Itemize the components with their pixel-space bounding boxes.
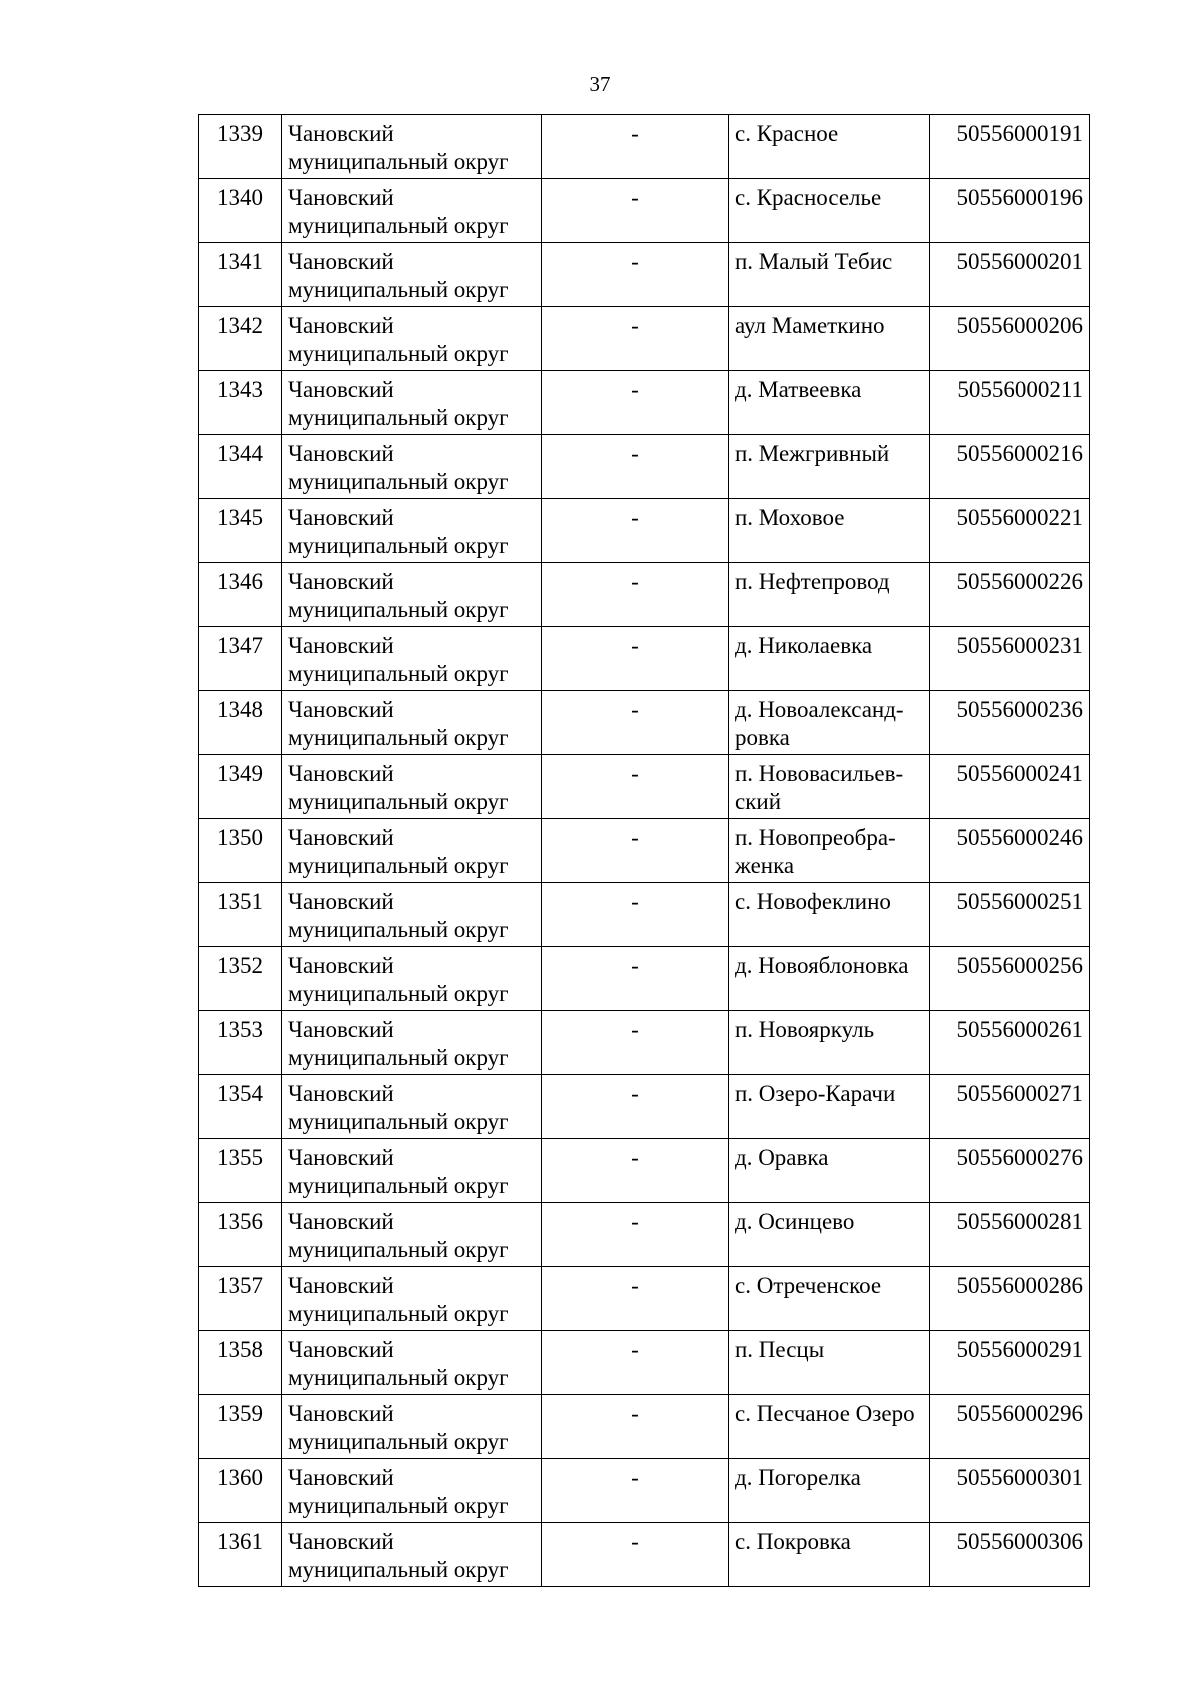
district-cell: Чановский муниципальный округ xyxy=(282,883,542,947)
row-number: 1339 xyxy=(199,115,282,179)
settlement-cell: - xyxy=(542,1011,729,1075)
oktmo-code-cell: 50556000296 xyxy=(930,1395,1090,1459)
district-cell: Чановский муниципальный округ xyxy=(282,371,542,435)
oktmo-code-cell: 50556000306 xyxy=(930,1523,1090,1587)
oktmo-code-cell: 50556000251 xyxy=(930,883,1090,947)
settlement-cell: - xyxy=(542,755,729,819)
settlement-cell: - xyxy=(542,1139,729,1203)
settlement-cell: - xyxy=(542,307,729,371)
locality-cell: с. Красноселье xyxy=(729,179,930,243)
district-cell: Чановский муниципальный округ xyxy=(282,819,542,883)
locality-cell: д. Оравка xyxy=(729,1139,930,1203)
row-number: 1350 xyxy=(199,819,282,883)
oktmo-code-cell: 50556000236 xyxy=(930,691,1090,755)
district-cell: Чановский муниципальный округ xyxy=(282,499,542,563)
row-number: 1358 xyxy=(199,1331,282,1395)
row-number: 1345 xyxy=(199,499,282,563)
row-number: 1355 xyxy=(199,1139,282,1203)
locality-cell: с. Песчаное Озеро xyxy=(729,1395,930,1459)
locality-cell: д. Новояблоновка xyxy=(729,947,930,1011)
oktmo-code-cell: 50556000261 xyxy=(930,1011,1090,1075)
locality-cell: д. Погорелка xyxy=(729,1459,930,1523)
locality-cell: п. Нефтепровод xyxy=(729,563,930,627)
table-row xyxy=(199,1395,1090,1459)
table-row xyxy=(199,1075,1090,1139)
district-cell: Чановский муниципальный округ xyxy=(282,307,542,371)
settlement-cell: - xyxy=(542,243,729,307)
locality-cell: п. Новояркуль xyxy=(729,1011,930,1075)
settlement-cell: - xyxy=(542,947,729,1011)
row-number: 1353 xyxy=(199,1011,282,1075)
table-body xyxy=(199,115,1090,1587)
oktmo-code-cell: 50556000196 xyxy=(930,179,1090,243)
table-row xyxy=(199,1267,1090,1331)
settlement-cell: - xyxy=(542,179,729,243)
district-cell: Чановский муниципальный округ xyxy=(282,1139,542,1203)
locality-cell: п. Моховое xyxy=(729,499,930,563)
table-row xyxy=(199,819,1090,883)
row-number: 1357 xyxy=(199,1267,282,1331)
locality-cell: п. Новопреобра-женка xyxy=(729,819,930,883)
locality-cell: с. Новофеклино xyxy=(729,883,930,947)
oktmo-code-cell: 50556000271 xyxy=(930,1075,1090,1139)
table-row xyxy=(199,435,1090,499)
oktmo-code-cell: 50556000216 xyxy=(930,435,1090,499)
locality-cell: аул Маметкино xyxy=(729,307,930,371)
locality-cell: д. Николаевка xyxy=(729,627,930,691)
oktmo-code-cell: 50556000211 xyxy=(930,371,1090,435)
table-row xyxy=(199,1459,1090,1523)
locality-cell: д. Новоалександ-ровка xyxy=(729,691,930,755)
settlement-cell: - xyxy=(542,1075,729,1139)
locality-cell: п. Песцы xyxy=(729,1331,930,1395)
district-cell: Чановский муниципальный округ xyxy=(282,1459,542,1523)
settlement-cell: - xyxy=(542,627,729,691)
settlement-cell: - xyxy=(542,1459,729,1523)
locality-cell: п. Малый Тебис xyxy=(729,243,930,307)
locality-cell: с. Покровка xyxy=(729,1523,930,1587)
settlement-cell: - xyxy=(542,1331,729,1395)
row-number: 1342 xyxy=(199,307,282,371)
row-number: 1340 xyxy=(199,179,282,243)
table-row xyxy=(199,947,1090,1011)
row-number: 1346 xyxy=(199,563,282,627)
settlement-cell: - xyxy=(542,691,729,755)
row-number: 1352 xyxy=(199,947,282,1011)
locality-cell: п. Межгривный xyxy=(729,435,930,499)
locality-cell: п. Озеро-Карачи xyxy=(729,1075,930,1139)
settlement-cell: - xyxy=(542,115,729,179)
settlement-cell: - xyxy=(542,563,729,627)
row-number: 1361 xyxy=(199,1523,282,1587)
oktmo-code-cell: 50556000241 xyxy=(930,755,1090,819)
row-number: 1359 xyxy=(199,1395,282,1459)
settlement-cell: - xyxy=(542,883,729,947)
district-cell: Чановский муниципальный округ xyxy=(282,691,542,755)
oktmo-code-cell: 50556000281 xyxy=(930,1203,1090,1267)
table-row xyxy=(199,1139,1090,1203)
table-row xyxy=(199,307,1090,371)
row-number: 1351 xyxy=(199,883,282,947)
district-cell: Чановский муниципальный округ xyxy=(282,627,542,691)
row-number: 1343 xyxy=(199,371,282,435)
table-row xyxy=(199,1011,1090,1075)
table-row xyxy=(199,1203,1090,1267)
settlement-cell: - xyxy=(542,499,729,563)
settlement-cell: - xyxy=(542,1203,729,1267)
settlement-cell: - xyxy=(542,819,729,883)
row-number: 1354 xyxy=(199,1075,282,1139)
locality-cell: с. Красное xyxy=(729,115,930,179)
district-cell: Чановский муниципальный округ xyxy=(282,179,542,243)
settlement-cell: - xyxy=(542,435,729,499)
oktmo-code-cell: 50556000226 xyxy=(930,563,1090,627)
table-row xyxy=(199,883,1090,947)
district-cell: Чановский муниципальный округ xyxy=(282,1011,542,1075)
oktmo-code-cell: 50556000276 xyxy=(930,1139,1090,1203)
row-number: 1341 xyxy=(199,243,282,307)
row-number: 1348 xyxy=(199,691,282,755)
oktmo-code-cell: 50556000286 xyxy=(930,1267,1090,1331)
settlement-cell: - xyxy=(542,371,729,435)
row-number: 1344 xyxy=(199,435,282,499)
oktmo-code-cell: 50556000301 xyxy=(930,1459,1090,1523)
settlement-cell: - xyxy=(542,1267,729,1331)
table-row xyxy=(199,627,1090,691)
oktmo-code-cell: 50556000221 xyxy=(930,499,1090,563)
district-cell: Чановский муниципальный округ xyxy=(282,1523,542,1587)
oktmo-code-cell: 50556000191 xyxy=(930,115,1090,179)
district-cell: Чановский муниципальный округ xyxy=(282,947,542,1011)
locality-cell: д. Матвеевка xyxy=(729,371,930,435)
settlement-cell: - xyxy=(542,1395,729,1459)
row-number: 1349 xyxy=(199,755,282,819)
oktmo-code-cell: 50556000206 xyxy=(930,307,1090,371)
district-cell: Чановский муниципальный округ xyxy=(282,243,542,307)
oktmo-code-cell: 50556000246 xyxy=(930,819,1090,883)
district-cell: Чановский муниципальный округ xyxy=(282,115,542,179)
oktmo-code-cell: 50556000256 xyxy=(930,947,1090,1011)
table-row xyxy=(199,499,1090,563)
settlement-cell: - xyxy=(542,1523,729,1587)
page-number: 37 xyxy=(589,72,611,96)
table-row xyxy=(199,243,1090,307)
district-cell: Чановский муниципальный округ xyxy=(282,1267,542,1331)
oktmo-code-cell: 50556000291 xyxy=(930,1331,1090,1395)
row-number: 1356 xyxy=(199,1203,282,1267)
district-cell: Чановский муниципальный округ xyxy=(282,563,542,627)
oktmo-code-cell: 50556000231 xyxy=(930,627,1090,691)
table-row xyxy=(199,179,1090,243)
locality-cell: п. Нововасильев-ский xyxy=(729,755,930,819)
row-number: 1347 xyxy=(199,627,282,691)
table-row xyxy=(199,371,1090,435)
table-row xyxy=(199,115,1090,179)
row-number: 1360 xyxy=(199,1459,282,1523)
district-cell: Чановский муниципальный округ xyxy=(282,1075,542,1139)
district-cell: Чановский муниципальный округ xyxy=(282,1331,542,1395)
district-cell: Чановский муниципальный округ xyxy=(282,755,542,819)
table-row xyxy=(199,563,1090,627)
locality-cell: д. Осинцево xyxy=(729,1203,930,1267)
settlements-table xyxy=(198,114,1090,1587)
table-row xyxy=(199,1331,1090,1395)
locality-cell: с. Отреченское xyxy=(729,1267,930,1331)
district-cell: Чановский муниципальный округ xyxy=(282,1203,542,1267)
district-cell: Чановский муниципальный округ xyxy=(282,1395,542,1459)
table-row xyxy=(199,755,1090,819)
district-cell: Чановский муниципальный округ xyxy=(282,435,542,499)
table-row xyxy=(199,1523,1090,1587)
table-row xyxy=(199,691,1090,755)
oktmo-code-cell: 50556000201 xyxy=(930,243,1090,307)
